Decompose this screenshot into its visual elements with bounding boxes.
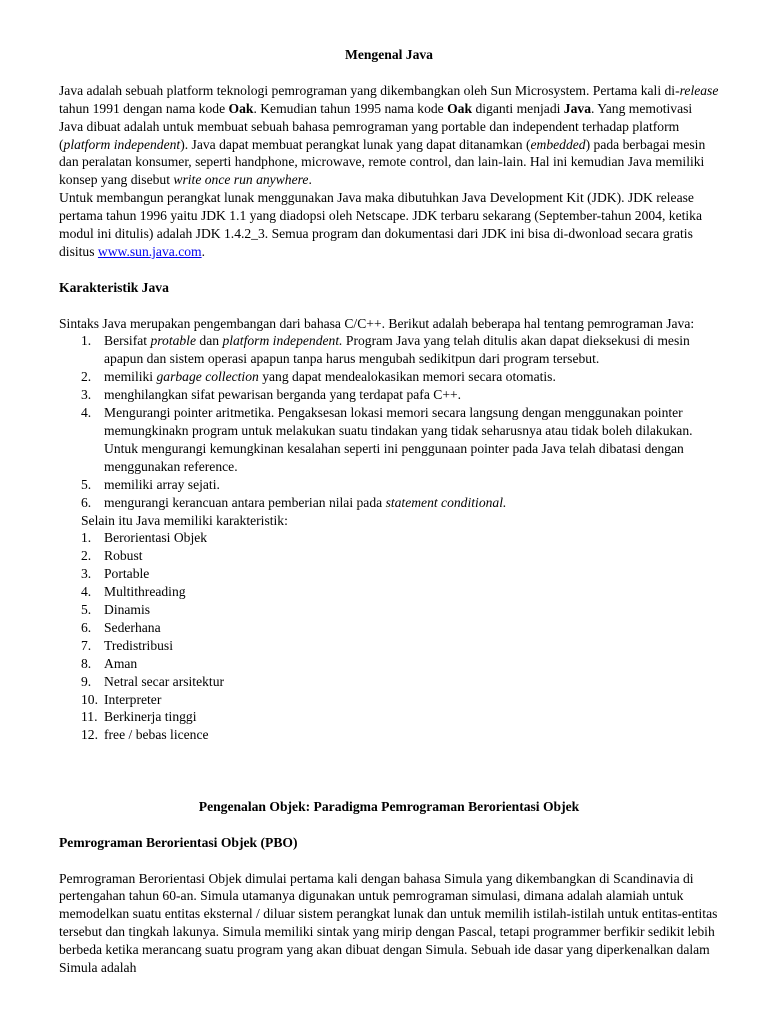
document-content bbox=[59, 46, 719, 977]
java-features-list bbox=[59, 332, 719, 511]
pbo-heading: Pemrograman Berorientasi Objek (PBO) bbox=[59, 834, 298, 850]
section2-title: Pengenalan Objek: Paradigma Pemrograman Berorientasi Objek bbox=[198, 798, 580, 814]
list-item: 7. Tredistribusi bbox=[81, 637, 173, 653]
list-item: 3. menghilangkan sifat pewarisan berganda yang terdapat pafa C++. bbox=[81, 387, 462, 403]
characteristic-label: Portable bbox=[104, 566, 150, 582]
characteristic-label: Dinamis bbox=[104, 602, 151, 618]
characteristic-label: Interpreter bbox=[104, 691, 162, 707]
characteristic-label: Robust bbox=[104, 548, 143, 564]
list-item: 9. Netral secar arsitektur bbox=[81, 673, 225, 689]
list-item: 6. Sederhana bbox=[81, 619, 161, 635]
sun-java-link[interactable]: www.sun.java.com bbox=[97, 243, 202, 259]
pbo-paragraph: Pemrograman Berorientasi Objek dimulai pertama kali dengan bahasa Simula yang dikembangkan di Scandinavia di pertengahan tahun 60-an. Simula utamanya digunakan untuk pemrograman simulasi, dimana adalah alamiah untuk memodelkan suatu entitas eksternal / diluar sistem perangkat lunak dan untuk memilih istilah-istilah untuk entitas-entitas tersebut dan tingkah lakunya. Simula memiliki sintak yang mirip dengan Pascal, tetapi programmer berfikir sedikit lebih berbeda ketika merancang suatu program yang akan dibuat dengan Simula. Sebuah ide dasar yang diperkenalkan dalam Simula adalah bbox=[59, 870, 718, 976]
characteristics-list bbox=[59, 529, 719, 744]
characteristic-label: Aman bbox=[104, 655, 138, 671]
list-item: 2. Robust bbox=[81, 548, 143, 564]
jdk-paragraph: Untuk membangun perangkat lunak menggunakan Java maka dibutuhkan Java Development Kit (JDK). JDK release pertama tahun 1996 yaitu JDK 1.1 yang diadopsi oleh Netscape. JDK terbaru sekarang (September-tahun 2004, ketika modul ini ditulis) adalah JDK 1.4.2_3. Semua program dan dokumentasi dari JDK ini bisa di-dwonload secara gratis disitus www.sun.java.com. bbox=[59, 190, 702, 259]
list-item: 12. free / bebas licence bbox=[81, 727, 209, 743]
page-title: Mengenal Java bbox=[345, 47, 433, 62]
characteristic-label: free / bebas licence bbox=[104, 727, 209, 743]
characteristic-label: Sederhana bbox=[104, 619, 161, 635]
list-item: 11. Berkinerja tinggi bbox=[81, 709, 197, 725]
list-item: 1. Berorientasi Objek bbox=[81, 530, 208, 546]
list-item: 5. Dinamis bbox=[81, 602, 151, 618]
list-item: 1. Bersifat protable dan platform independent. Program Java yang telah ditulis akan dapat dieksekusi di mesin apapun dan sistem operasi apapun tanpa harus mengubah sedikitpun dari program tersebut. bbox=[81, 333, 690, 367]
characteristic-label: Netral secar arsitektur bbox=[104, 673, 225, 689]
list-item: 10. Interpreter bbox=[81, 691, 162, 707]
characteristic-label: Berorientasi Objek bbox=[104, 530, 208, 546]
characteristic-label: Berkinerja tinggi bbox=[104, 709, 197, 725]
list-item: 6. mengurangi kerancuan antara pemberian nilai pada statement conditional. bbox=[81, 494, 507, 510]
list-item: 8. Aman bbox=[81, 655, 138, 671]
characteristic-label: Tredistribusi bbox=[104, 637, 173, 653]
intro-paragraph: Java adalah sebuah platform teknologi pemrograman yang dikembangkan oleh Sun Microsystem. Pertama kali di-release tahun 1991 dengan nama kode Oak. Kemudian tahun 1995 nama kode Oak diganti menjadi Java. Yang memotivasi Java dibuat adalah untuk membuat sebuah bahasa pemrograman yang portable dan independent terhadap platform (platform independent). Java dapat membuat perangkat lunak yang dapat ditanamkan (embedded) pada berbagai mesin dan peralatan konsumer, seperti handphone, microwave, remote control, dan lain-lain. Hal ini kemudian Java memiliki konsep yang disebut write once run anywhere. bbox=[59, 82, 719, 188]
list-item: 3. Portable bbox=[81, 566, 150, 582]
characteristic-label: Multithreading bbox=[104, 584, 186, 600]
list-item: 5. memiliki array sejati. bbox=[81, 476, 220, 492]
list-item: 2. memiliki garbage collection yang dapat mendealokasikan memori secara otomatis. bbox=[81, 369, 556, 385]
sintaks-paragraph: Sintaks Java merupakan pengembangan dari bahasa C/C++. Berikut adalah beberapa hal tentang pemrograman Java: bbox=[59, 315, 695, 331]
list-item: 4. Multithreading bbox=[81, 584, 186, 600]
list-item: 4. Mengurangi pointer aritmetika. Pengaksesan lokasi memori secara langsung dengan menggunakan pointer memungkinakn program untuk melakukan suatu tindakan yang tidak seharusnya atau tidak boleh dilakukan. Untuk mengurangi kemungkinan kesalahan seperti ini penggunaan pointer pada Java telah dibatasi dengan menggunakan reference. bbox=[81, 405, 693, 474]
selain-text: Selain itu Java memiliki karakteristik: bbox=[81, 512, 288, 528]
karakteristik-heading: Karakteristik Java bbox=[59, 279, 169, 295]
